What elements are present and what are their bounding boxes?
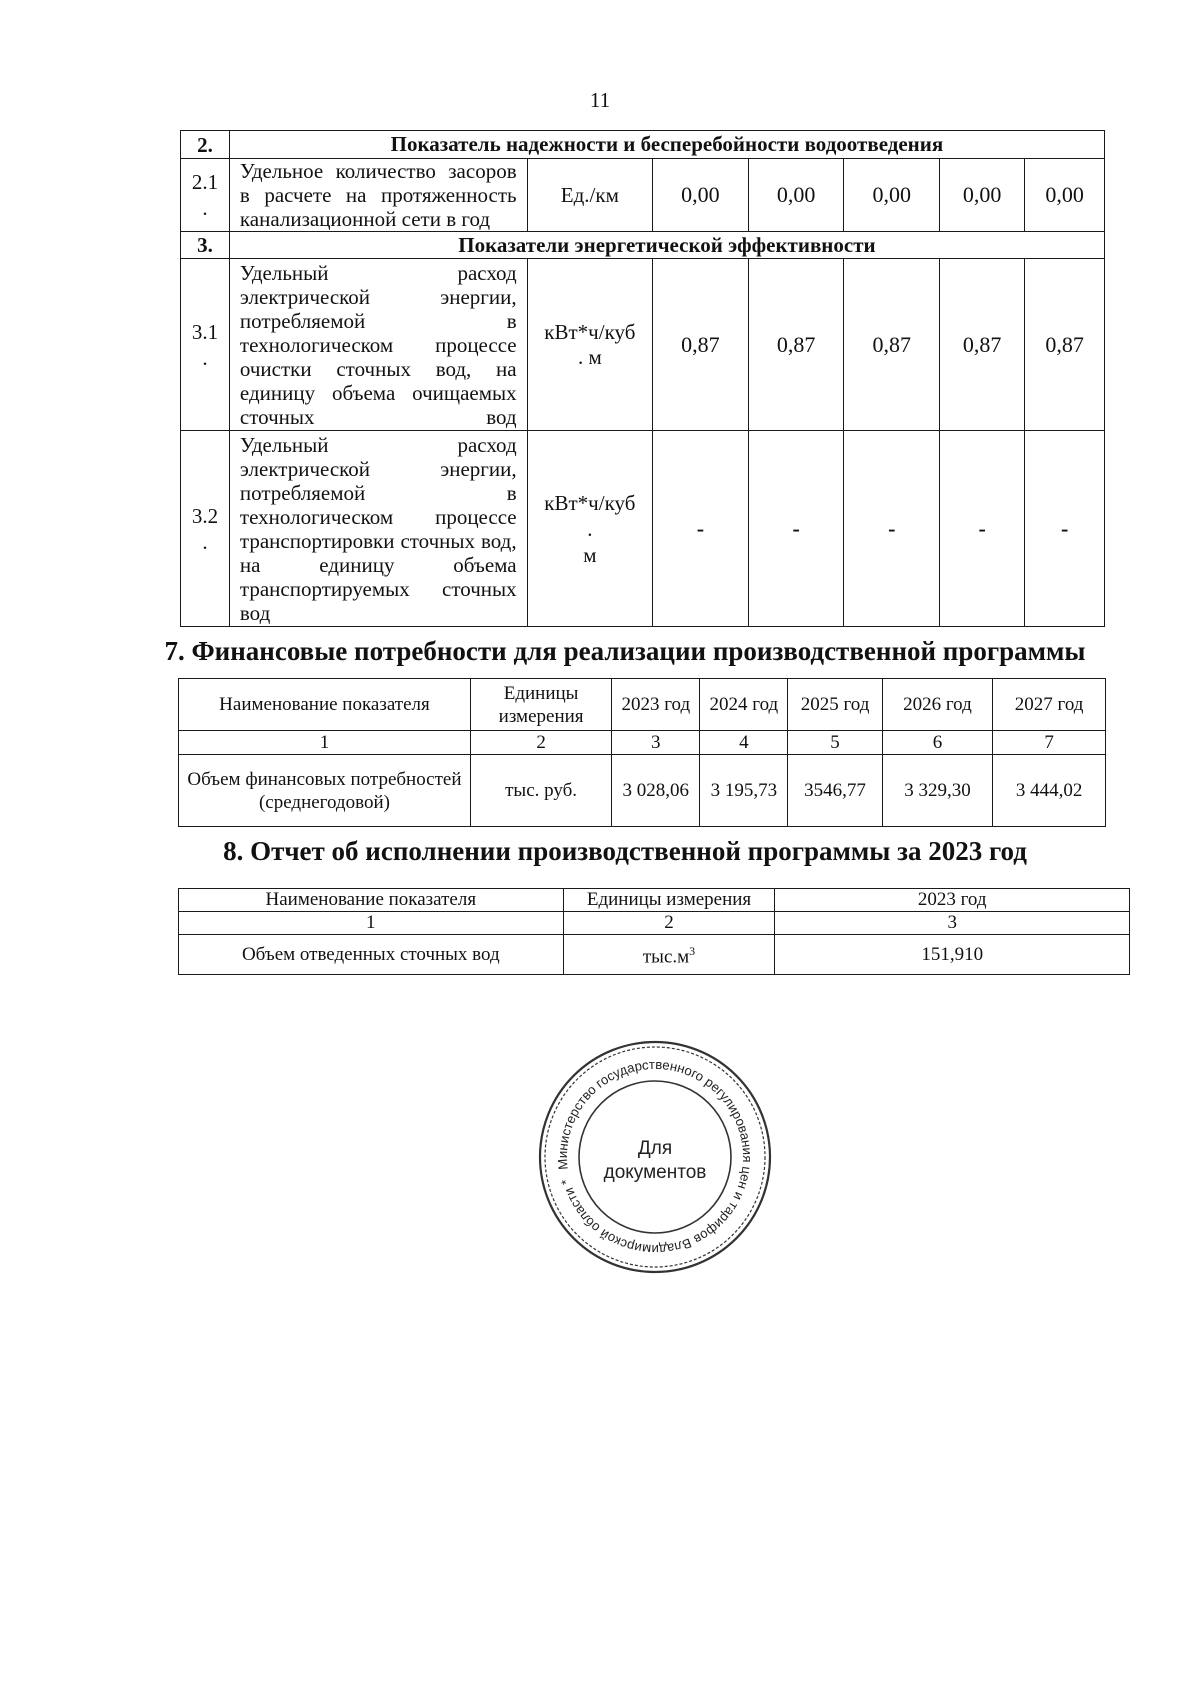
unit-text: тыс.м xyxy=(642,946,690,968)
column-header: 2024 год xyxy=(700,679,788,731)
indicator-description: Удельный расход электрической энергии, потребляемой в технологическом процессе очистки сточных вод, на единицу объема очищаемых сточных вод xyxy=(229,259,527,431)
column-header: Наименование показателя xyxy=(179,679,471,731)
indicators-table xyxy=(180,130,1105,627)
section-number: 2. xyxy=(181,131,230,159)
value-cell: 0,00 xyxy=(748,159,844,232)
section-number: 3. xyxy=(181,232,230,259)
value-cell: 151,910 xyxy=(775,935,1130,975)
row-number: 3.1 . xyxy=(181,259,230,431)
value-cell: 0,00 xyxy=(1025,159,1105,232)
table-row xyxy=(181,159,1105,232)
value-cell: - xyxy=(844,431,940,627)
value-cell: 3 195,73 xyxy=(700,755,788,827)
column-number-row xyxy=(179,912,1130,935)
value-cell: 0,87 xyxy=(844,259,940,431)
column-number: 3 xyxy=(775,912,1130,935)
column-header: 2026 год xyxy=(882,679,993,731)
indicator-unit: кВт*ч/куб . м xyxy=(527,431,652,627)
column-number: 3 xyxy=(612,731,700,755)
indicator-name: Объем финансовых потребностей (среднегодовой) xyxy=(179,755,471,827)
value-cell: 0,87 xyxy=(748,259,844,431)
unit-superscript: 3 xyxy=(689,944,696,959)
column-number: 6 xyxy=(882,731,993,755)
column-number: 1 xyxy=(179,731,471,755)
indicator-name: Объем отведенных сточных вод xyxy=(179,935,564,975)
table-row xyxy=(179,755,1106,827)
value-cell: 0,00 xyxy=(940,159,1025,232)
indicator-unit: тыс. руб. xyxy=(470,755,611,827)
indicator-description: Удельное количество засоров в расчете на протяженность канализационной сети в год xyxy=(229,159,527,232)
indicator-description: Удельный расход электрической энергии, потребляемой в технологическом процессе транспортировки сточных вод, на единицу объема транспортируемых сточных вод xyxy=(229,431,527,627)
column-number: 2 xyxy=(563,912,775,935)
value-cell: 3 329,30 xyxy=(882,755,993,827)
table-row xyxy=(181,259,1105,431)
table-header-row xyxy=(179,679,1106,731)
value-cell: - xyxy=(653,431,749,627)
stamp-center-line1: Для xyxy=(637,1138,673,1159)
stamp-ring-textpath: Министерство государственного регулирования цен и тарифов Владимирской области * xyxy=(554,1056,756,1258)
column-header: 2023 год xyxy=(775,889,1130,912)
column-number: 5 xyxy=(788,731,882,755)
page-number: 11 xyxy=(589,88,611,112)
column-header: Единицы измерения xyxy=(470,679,611,731)
value-cell: - xyxy=(1025,431,1105,627)
section-8-heading: 8. Отчет об исполнении производственной программы за 2023 год xyxy=(223,836,1027,866)
table-header-row xyxy=(179,889,1130,912)
program-report-table xyxy=(178,888,1130,975)
indicator-unit: кВт*ч/куб . м xyxy=(527,259,652,431)
column-number: 1 xyxy=(179,912,564,935)
value-cell: 3 444,02 xyxy=(993,755,1106,827)
value-cell: 0,00 xyxy=(653,159,749,232)
value-cell: 3546,77 xyxy=(788,755,882,827)
column-header: 2025 год xyxy=(788,679,882,731)
official-stamp xyxy=(535,1037,775,1277)
value-cell: 0,87 xyxy=(940,259,1025,431)
section-header-row xyxy=(181,232,1105,259)
value-cell: - xyxy=(940,431,1025,627)
value-cell: 0,87 xyxy=(1025,259,1105,431)
value-cell: 3 028,06 xyxy=(612,755,700,827)
column-header: 2027 год xyxy=(993,679,1106,731)
indicator-unit: Ед./км xyxy=(527,159,652,232)
section-title: Показатель надежности и бесперебойности водоотведения xyxy=(229,131,1104,159)
column-header: 2023 год xyxy=(612,679,700,731)
table-row xyxy=(181,431,1105,627)
column-number: 4 xyxy=(700,731,788,755)
indicator-unit xyxy=(563,935,775,975)
section-7-heading: 7. Финансовые потребности для реализации производственной программы xyxy=(164,636,1086,666)
row-number: 2.1 . xyxy=(181,159,230,232)
column-header: Наименование показателя xyxy=(179,889,564,912)
column-number: 2 xyxy=(470,731,611,755)
value-cell: 0,00 xyxy=(844,159,940,232)
section-header-row xyxy=(181,131,1105,159)
section-title: Показатели энергетической эффективности xyxy=(229,232,1104,259)
column-number: 7 xyxy=(993,731,1106,755)
stamp-center-line2: документов xyxy=(603,1162,707,1183)
row-number: 3.2 . xyxy=(181,431,230,627)
value-cell: 0,87 xyxy=(653,259,749,431)
table-row xyxy=(179,935,1130,975)
column-header: Единицы измерения xyxy=(563,889,775,912)
value-cell: - xyxy=(748,431,844,627)
financial-needs-table xyxy=(178,678,1106,827)
column-number-row xyxy=(179,731,1106,755)
